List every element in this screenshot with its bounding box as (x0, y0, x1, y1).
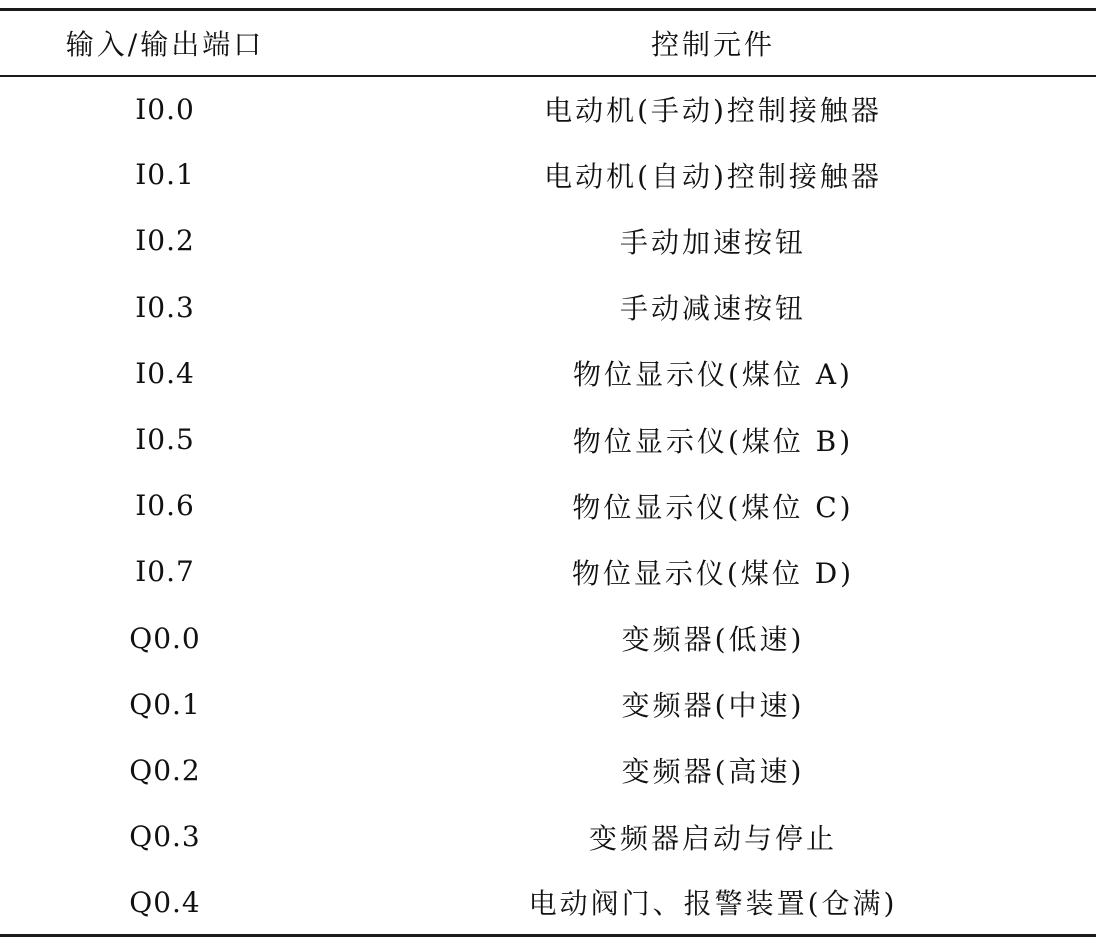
table-row (0, 737, 1096, 803)
table-row (0, 605, 1096, 671)
element-cell: 手动减速按钮 (619, 292, 806, 326)
table-row (0, 208, 1096, 274)
table-row (0, 804, 1096, 870)
port-cell: I0.0 (135, 92, 195, 126)
port-cell: I0.3 (135, 290, 195, 324)
element-cell: 电动机(自动)控制接触器 (544, 159, 882, 193)
element-cell: 变频器(高速) (621, 755, 805, 789)
element-cell: 电动机(手动)控制接触器 (544, 94, 882, 128)
element-cell: 变频器(中速) (621, 689, 805, 723)
table-row (0, 340, 1096, 406)
element-cell: 变频器(低速) (621, 623, 805, 657)
port-cell: I0.4 (135, 356, 195, 390)
element-cell: 物位显示仪(煤位 A) (573, 358, 853, 392)
element-cell: 物位显示仪(煤位 B) (572, 424, 854, 458)
io-port-table (0, 8, 1096, 937)
header-port: 输入/输出端口 (65, 27, 265, 61)
port-cell: Q0.0 (129, 621, 201, 655)
element-cell: 物位显示仪(煤位 C) (572, 490, 854, 524)
port-cell: I0.1 (135, 158, 195, 192)
port-cell: Q0.3 (129, 820, 201, 854)
port-cell: Q0.2 (129, 753, 201, 787)
table-row (0, 142, 1096, 208)
table-row (0, 76, 1096, 142)
table-row (0, 473, 1096, 539)
element-cell: 变频器启动与停止 (588, 821, 837, 855)
table-header-row (0, 10, 1096, 76)
element-cell: 电动阀门、报警装置(仓满) (528, 887, 898, 921)
element-cell: 物位显示仪(煤位 D) (571, 556, 855, 590)
table-row (0, 671, 1096, 737)
element-cell: 手动加速按钮 (619, 225, 806, 259)
table-row (0, 870, 1096, 936)
port-cell: I0.6 (135, 489, 195, 523)
table-row (0, 406, 1096, 472)
port-cell: Q0.4 (129, 885, 201, 919)
port-cell: Q0.1 (129, 687, 201, 721)
table-row (0, 539, 1096, 605)
header-element: 控制元件 (650, 27, 775, 61)
port-cell: I0.7 (135, 555, 195, 589)
port-cell: I0.2 (135, 224, 195, 258)
table-row (0, 274, 1096, 340)
port-cell: I0.5 (135, 423, 195, 457)
